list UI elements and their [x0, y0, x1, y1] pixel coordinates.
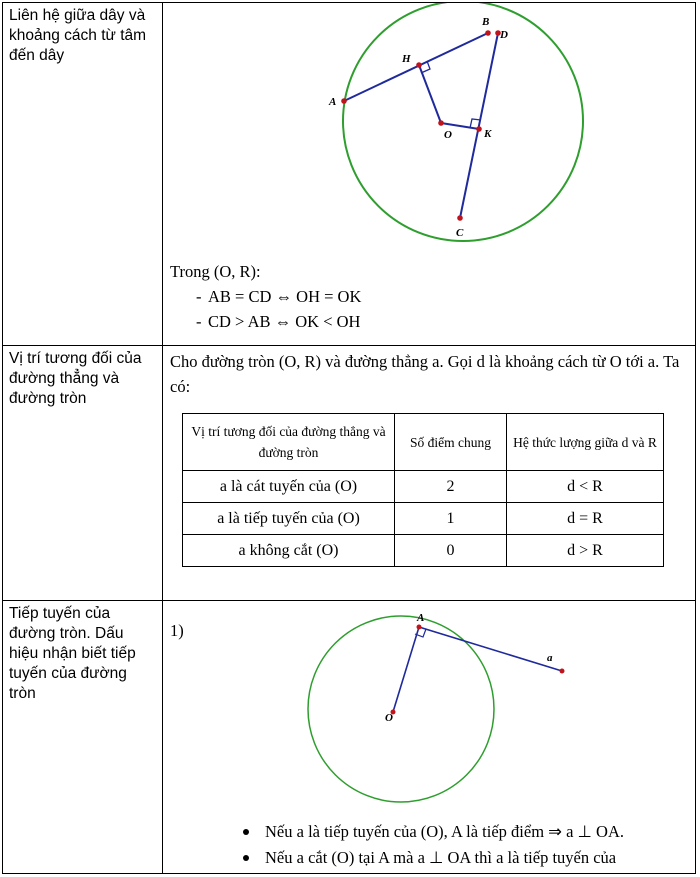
- table-cell: d = R: [507, 503, 664, 535]
- position-table-row: [183, 535, 664, 567]
- bullet-icon: [243, 829, 249, 835]
- chord-cd: [460, 33, 498, 218]
- label-o: O: [444, 129, 452, 141]
- point-on-a: [560, 669, 565, 674]
- content-cell: [163, 601, 696, 874]
- label-c: C: [456, 227, 464, 239]
- list-item: Nếu a là tiếp tuyến của (O), A là tiếp điểm ⇒ a ⊥ OA.: [243, 819, 683, 845]
- topic-cell: Vị trí tương đối của đường thẳng và đường tròn: [3, 346, 163, 601]
- position-table: [182, 413, 664, 567]
- table-row: [3, 3, 696, 346]
- table-cell: a không cắt (O): [183, 535, 395, 567]
- chord-relations: [170, 261, 361, 333]
- label-a: A: [329, 96, 337, 108]
- intro-text: Cho đường tròn (O, R) và đường thẳng a. Gọi d là khoảng cách từ O tới a. Ta có:: [170, 352, 680, 396]
- table-cell: 0: [395, 535, 507, 567]
- point-a: [341, 98, 347, 104]
- tangent-criteria: [243, 819, 683, 871]
- label-line-a: a: [547, 652, 553, 664]
- header-cell: Hệ thức lượng giữa d và R: [507, 414, 664, 471]
- point-o: [438, 120, 444, 126]
- table-row: [3, 601, 696, 874]
- label-o: O: [385, 712, 393, 724]
- position-table-row: [183, 503, 664, 535]
- header-cell: Vị trí tương đối của đường thẳng và đường tròn: [183, 414, 395, 471]
- label-h: H: [402, 53, 411, 65]
- label-d: D: [500, 29, 508, 41]
- label-b: B: [482, 16, 490, 28]
- summary-table: [2, 2, 696, 874]
- point-b: [485, 30, 491, 36]
- point-h: [416, 62, 422, 68]
- radius-oa: [393, 627, 419, 712]
- position-table-row: [183, 471, 664, 503]
- relation-line: - AB = CD ⇔ OH = OK: [196, 287, 362, 306]
- intro-text: Trong (O, R):: [170, 262, 261, 281]
- chord-ab: [344, 33, 488, 101]
- table-cell: a là tiếp tuyến của (O): [183, 503, 395, 535]
- topic-cell: Tiếp tuyến của đường tròn. Dấu hiệu nhận biết tiếp tuyến của đường tròn: [3, 601, 163, 874]
- table-cell: d < R: [507, 471, 664, 503]
- table-cell: 2: [395, 471, 507, 503]
- topic-cell: Liên hệ giữa dây và khoảng cách từ tâm đến dây: [3, 3, 163, 346]
- tangent-line-a: [419, 627, 562, 671]
- table-cell: d > R: [507, 535, 664, 567]
- label-k: K: [484, 128, 492, 140]
- circle-o: [308, 616, 494, 802]
- content-cell: [163, 3, 696, 346]
- header-cell: Số điểm chung: [395, 414, 507, 471]
- table-cell: 1: [395, 503, 507, 535]
- content-cell: [163, 346, 696, 601]
- segment-oh: [419, 65, 441, 123]
- list-item: Nếu a cắt (O) tại A mà a ⊥ OA thì a là tiếp tuyến của: [243, 845, 683, 871]
- table-cell: a là cát tuyến của (O): [183, 471, 395, 503]
- label-a: A: [417, 612, 425, 624]
- point-a: [417, 625, 422, 630]
- point-c: [457, 215, 463, 221]
- point-k: [476, 126, 482, 132]
- relation-line: - CD > AB ⇔ OK < OH: [196, 312, 361, 331]
- position-table-header: [183, 414, 664, 471]
- item-number: 1): [170, 621, 184, 640]
- table-row: [3, 346, 696, 601]
- bullet-icon: [243, 855, 249, 861]
